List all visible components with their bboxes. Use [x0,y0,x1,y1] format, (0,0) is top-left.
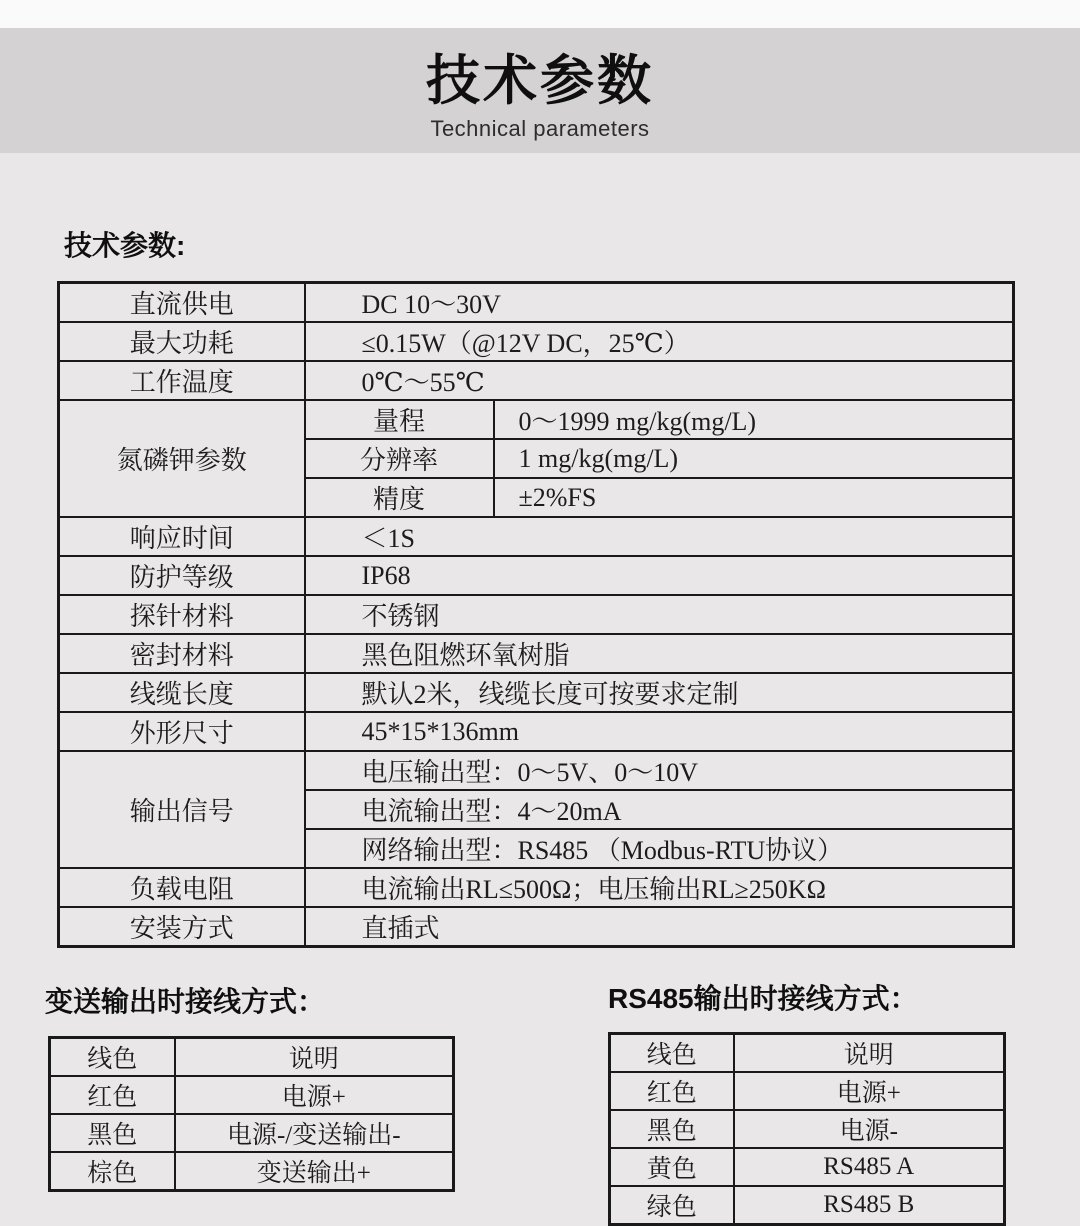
wire-color: 红色 [610,1072,734,1110]
wiring-row [50,1152,454,1191]
wiring-header-desc: 说明 [734,1034,1005,1073]
spec-row-installation [59,907,1014,947]
spec-value: 0℃～55℃ [305,361,1014,400]
wiring-header-color: 线色 [610,1034,734,1073]
wiring-row [610,1110,1005,1148]
wiring-header-desc: 说明 [175,1038,454,1077]
spec-value: 45*15*136mm [305,712,1014,751]
spec-value: 电流输出RL≤500Ω；电压输出RL≥250KΩ [305,868,1014,907]
spec-row-cable-length [59,673,1014,712]
spec-row-dimensions [59,712,1014,751]
spec-label: 工作温度 [59,361,305,400]
spec-label: 直流供电 [59,283,305,323]
wire-desc: 电源- [734,1110,1005,1148]
page-subtitle: Technical parameters [430,116,650,141]
wire-color: 棕色 [50,1152,175,1191]
spec-label: 负载电阻 [59,868,305,907]
wiring-row [610,1186,1005,1225]
spec-value: 网络输出型：RS485 （Modbus-RTU协议） [305,829,1014,868]
spec-row-output-voltage [59,751,1014,790]
wire-desc: 电源-/变送输出- [175,1114,454,1152]
spec-value: ≤0.15W（@12V DC，25℃） [305,322,1014,361]
spec-value: 电压输出型：0～5V、0～10V [305,751,1014,790]
spec-label: 外形尺寸 [59,712,305,751]
wire-desc: 电源+ [734,1072,1005,1110]
wire-desc: RS485 A [734,1148,1005,1186]
wiring-row [610,1148,1005,1186]
spec-label: 密封材料 [59,634,305,673]
page-title: 技术参数 [426,51,654,111]
transmitter-wiring-heading: 变送输出时接线方式： [45,986,326,1017]
spec-row-seal-material [59,634,1014,673]
spec-value: 黑色阻燃环氧树脂 [305,634,1014,673]
spec-value: 默认2米，线缆长度可按要求定制 [305,673,1014,712]
spec-value: DC 10～30V [305,283,1014,323]
spec-sublabel: 分辨率 [305,439,494,478]
spec-value: 直插式 [305,907,1014,947]
wiring-header-row [610,1034,1005,1073]
rs485-wiring-heading: RS485输出时接线方式： [608,983,918,1014]
spec-value: IP68 [305,556,1014,595]
wiring-header-color: 线色 [50,1038,175,1077]
spec-value: 不锈钢 [305,595,1014,634]
wire-desc: 电源+ [175,1076,454,1114]
wire-color: 红色 [50,1076,175,1114]
spec-sublabel: 精度 [305,478,494,517]
wiring-header-row [50,1038,454,1077]
spec-row-dc-power [59,283,1014,323]
spec-label: 防护等级 [59,556,305,595]
spec-sublabel: 量程 [305,400,494,439]
spec-label: 最大功耗 [59,322,305,361]
wiring-row [50,1076,454,1114]
spec-label: 响应时间 [59,517,305,556]
wire-color: 黄色 [610,1148,734,1186]
spec-row-load-resistance [59,868,1014,907]
spec-row-npk-range [59,400,1014,439]
spec-row-max-power [59,322,1014,361]
spec-value: ±2%FS [494,478,1014,517]
spec-row-work-temp [59,361,1014,400]
spec-value: 电流输出型：4～20mA [305,790,1014,829]
spec-value: 1 mg/kg(mg/L) [494,439,1014,478]
spec-table [57,281,1015,948]
wire-color: 绿色 [610,1186,734,1225]
banner [0,28,1080,153]
spec-label-npk: 氮磷钾参数 [59,400,305,517]
rs485-wiring-table [608,1032,1006,1226]
wiring-row [50,1114,454,1152]
section-heading: 技术参数: [64,230,186,261]
spec-label: 线缆长度 [59,673,305,712]
wire-desc: RS485 B [734,1186,1005,1225]
spec-value: 0～1999 mg/kg(mg/L) [494,400,1014,439]
wire-color: 黑色 [50,1114,175,1152]
transmitter-wiring-table [48,1036,455,1192]
top-strip [0,0,1080,28]
spec-row-protection [59,556,1014,595]
wire-color: 黑色 [610,1110,734,1148]
wire-desc: 变送输出+ [175,1152,454,1191]
spec-value: ＜1S [305,517,1014,556]
spec-row-probe-material [59,595,1014,634]
wiring-row [610,1072,1005,1110]
spec-row-response-time [59,517,1014,556]
spec-label: 探针材料 [59,595,305,634]
spec-label: 安装方式 [59,907,305,947]
spec-label-output-signal: 输出信号 [59,751,305,868]
